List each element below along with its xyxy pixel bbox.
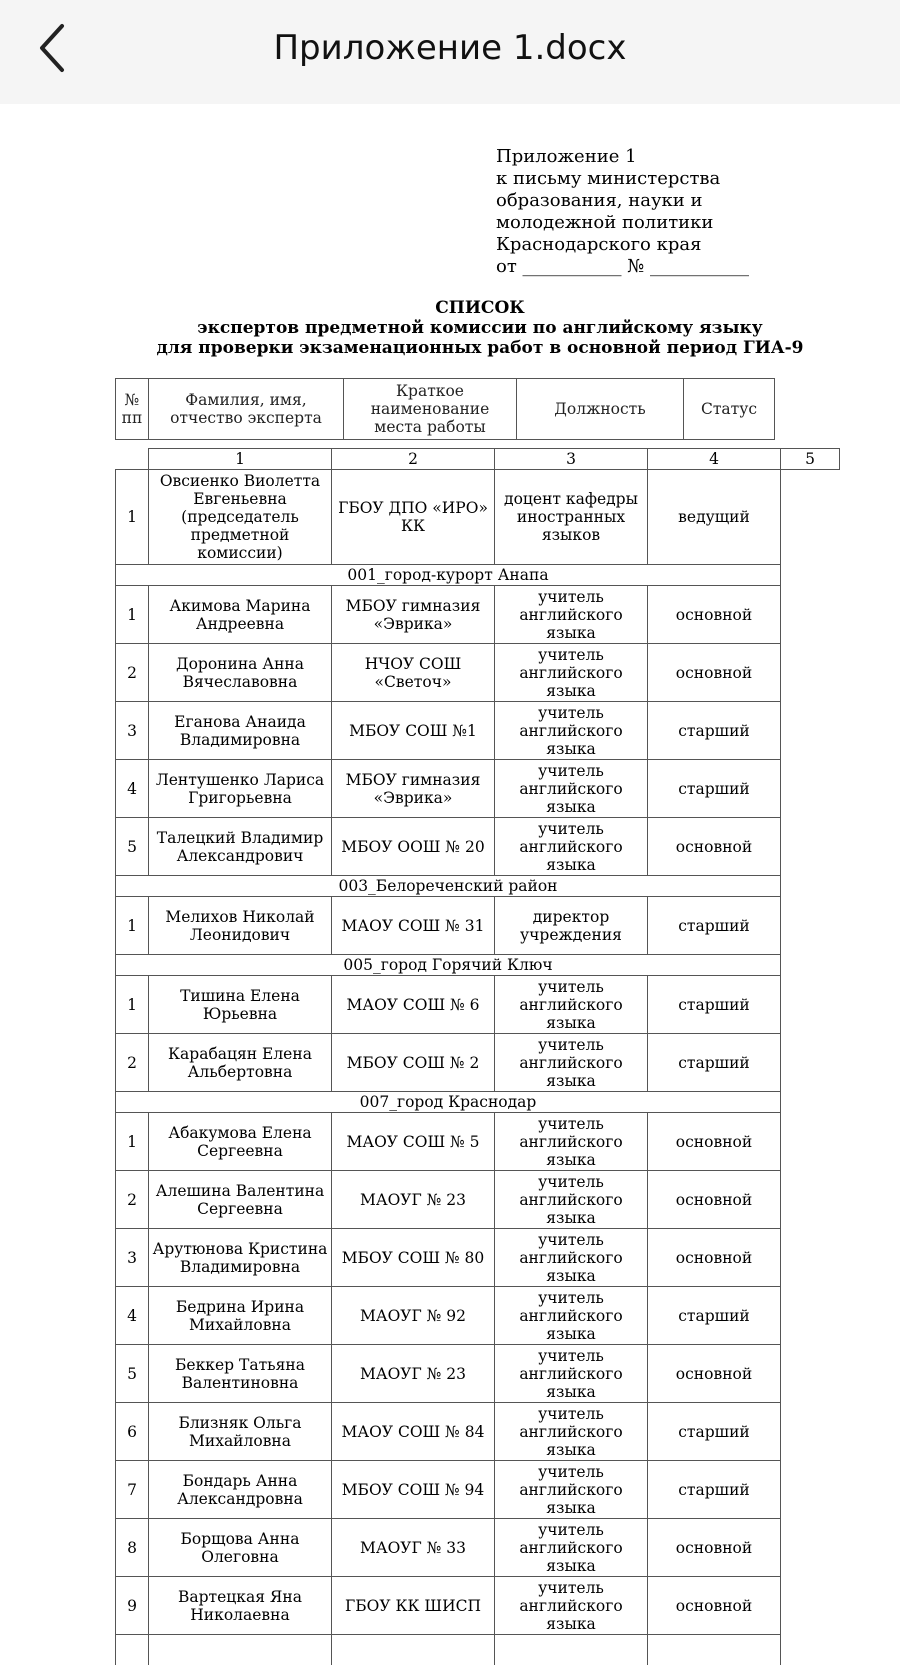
workplace: МБОУ СОШ № 94 xyxy=(332,1461,495,1519)
position: учитель английского языка xyxy=(495,1034,648,1092)
position: учитель английского языка xyxy=(495,1403,648,1461)
status: основной xyxy=(648,1113,781,1171)
table-row xyxy=(116,1034,840,1092)
header-line: от ___________ № ___________ xyxy=(496,256,796,278)
status: основной xyxy=(648,644,781,702)
expert-name: Акимова Марина Андреевна xyxy=(149,586,332,644)
workplace: МАОУ СОШ № 84 xyxy=(332,1403,495,1461)
status: основной xyxy=(648,1345,781,1403)
row-number: 4 xyxy=(116,760,149,818)
letter-reference-block xyxy=(496,146,796,278)
row-number: 3 xyxy=(116,1229,149,1287)
spacer-cell xyxy=(116,449,149,470)
row-number: 9 xyxy=(116,1577,149,1635)
table-row xyxy=(116,1345,840,1403)
district-section-row xyxy=(116,1092,840,1113)
expert-name: Бедрина Ирина Михайловна xyxy=(149,1287,332,1345)
workplace: МБОУ ООШ № 20 xyxy=(332,818,495,876)
table-row xyxy=(116,760,840,818)
table-row xyxy=(116,586,840,644)
status: старший xyxy=(648,760,781,818)
row-number: 4 xyxy=(116,1287,149,1345)
table-header xyxy=(115,378,775,440)
table-row xyxy=(116,897,840,955)
empty-cell xyxy=(116,1635,149,1665)
header-line: молодежной политики xyxy=(496,212,796,234)
district-title: 001_город-курорт Анапа xyxy=(116,565,781,586)
column-numbers-row xyxy=(116,449,840,470)
status: старший xyxy=(648,976,781,1034)
table-row xyxy=(116,1229,840,1287)
workplace: НЧОУ СОШ «Светоч» xyxy=(332,644,495,702)
workplace: ГБОУ КК ШИСП xyxy=(332,1577,495,1635)
table-row xyxy=(116,976,840,1034)
table-row xyxy=(116,644,840,702)
expert-name: Близняк Ольга Михайловна xyxy=(149,1403,332,1461)
workplace: МАОУ СОШ № 6 xyxy=(332,976,495,1034)
table-row xyxy=(116,818,840,876)
row-number: 7 xyxy=(116,1461,149,1519)
status: ведущий xyxy=(648,470,781,565)
workplace: МБОУ СОШ № 80 xyxy=(332,1229,495,1287)
document-title: Приложение 1.docx xyxy=(0,22,900,74)
column-number: 4 xyxy=(648,449,781,470)
row-number: 1 xyxy=(116,1113,149,1171)
expert-name: Алешина Валентина Сергеевна xyxy=(149,1171,332,1229)
header-line: Краснодарского края xyxy=(496,234,796,256)
position: учитель английского языка xyxy=(495,1461,648,1519)
row-number: 1 xyxy=(116,976,149,1034)
header-line: к письму министерства xyxy=(496,168,796,190)
status: основной xyxy=(648,1229,781,1287)
expert-name: Еганова Анаида Владимировна xyxy=(149,702,332,760)
row-number: 2 xyxy=(116,644,149,702)
district-section-row xyxy=(116,565,840,586)
expert-name: Бондарь Анна Александровна xyxy=(149,1461,332,1519)
expert-name: Вартецкая Яна Николаевна xyxy=(149,1577,332,1635)
position: учитель английского языка xyxy=(495,644,648,702)
empty-cell xyxy=(648,1635,781,1665)
header-line: Приложение 1 xyxy=(496,146,796,168)
row-number: 1 xyxy=(116,586,149,644)
status: основной xyxy=(648,1519,781,1577)
expert-name: Беккер Татьяна Валентиновна xyxy=(149,1345,332,1403)
row-number: 6 xyxy=(116,1403,149,1461)
header-position: Должность xyxy=(517,379,684,440)
position: учитель английского языка xyxy=(495,1519,648,1577)
empty-cell xyxy=(149,1635,332,1665)
list-title-subtitle: для проверки экзаменационных работ в основной период ГИА-9 xyxy=(100,338,860,358)
table-row xyxy=(116,1113,840,1171)
table-row xyxy=(116,1461,840,1519)
status: основной xyxy=(648,1577,781,1635)
status: старший xyxy=(648,1287,781,1345)
position: учитель английского языка xyxy=(495,1113,648,1171)
district-title: 003_Белореченский район xyxy=(116,876,781,897)
table-row xyxy=(116,702,840,760)
expert-name: Лентушенко Лариса Григорьевна xyxy=(149,760,332,818)
table-row xyxy=(116,1635,840,1665)
workplace: МАОУГ № 23 xyxy=(332,1345,495,1403)
list-title xyxy=(100,298,860,358)
district-title: 007_город Краснодар xyxy=(116,1092,781,1113)
position: учитель английского языка xyxy=(495,1345,648,1403)
table-row xyxy=(116,1287,840,1345)
list-title-heading: СПИСОК xyxy=(100,298,860,318)
position: учитель английского языка xyxy=(495,818,648,876)
expert-name: Борщова Анна Олеговна xyxy=(149,1519,332,1577)
position: учитель английского языка xyxy=(495,1577,648,1635)
header-status: Статус xyxy=(684,379,775,440)
header-line: образования, науки и xyxy=(496,190,796,212)
header-work: Краткое наименование места работы xyxy=(344,379,517,440)
position: учитель английского языка xyxy=(495,760,648,818)
status: основной xyxy=(648,586,781,644)
position: учитель английского языка xyxy=(495,1287,648,1345)
workplace: МБОУ гимназия «Эврика» xyxy=(332,586,495,644)
row-number: 8 xyxy=(116,1519,149,1577)
table-row xyxy=(116,1519,840,1577)
expert-name: Арутюнова Кристина Владимировна xyxy=(149,1229,332,1287)
workplace: МАОУГ № 23 xyxy=(332,1171,495,1229)
position: директор учреждения xyxy=(495,897,648,955)
table-row xyxy=(116,1403,840,1461)
table-row xyxy=(116,1577,840,1635)
row-number: 2 xyxy=(116,1171,149,1229)
app-toolbar xyxy=(0,0,900,104)
expert-name: Карабацян Елена Альбертовна xyxy=(149,1034,332,1092)
row-number: 3 xyxy=(116,702,149,760)
workplace: МАОУ СОШ № 31 xyxy=(332,897,495,955)
table-row xyxy=(116,1171,840,1229)
workplace: МБОУ СОШ №1 xyxy=(332,702,495,760)
header-num: № пп xyxy=(116,379,149,440)
row-number: 1 xyxy=(116,470,149,565)
expert-name: Абакумова Елена Сергеевна xyxy=(149,1113,332,1171)
workplace: МАОУГ № 92 xyxy=(332,1287,495,1345)
status: старший xyxy=(648,1034,781,1092)
row-number: 5 xyxy=(116,818,149,876)
column-number: 1 xyxy=(149,449,332,470)
position: доцент кафедры иностранных языков xyxy=(495,470,648,565)
list-title-subtitle: экспертов предметной комиссии по английскому языку xyxy=(100,318,860,338)
status: старший xyxy=(648,897,781,955)
workplace: МБОУ гимназия «Эврика» xyxy=(332,760,495,818)
district-section-row xyxy=(116,876,840,897)
status: старший xyxy=(648,1403,781,1461)
position: учитель английского языка xyxy=(495,976,648,1034)
district-title: 005_город Горячий Ключ xyxy=(116,955,781,976)
empty-cell xyxy=(332,1635,495,1665)
column-number: 5 xyxy=(781,449,840,470)
position: учитель английского языка xyxy=(495,702,648,760)
column-number: 2 xyxy=(332,449,495,470)
position: учитель английского языка xyxy=(495,1229,648,1287)
column-number: 3 xyxy=(495,449,648,470)
chair-row xyxy=(116,470,840,565)
expert-name: Овсиенко Виолетта Евгеньевна (председатель предметной комиссии) xyxy=(149,470,332,565)
expert-name: Доронина Анна Вячеславовна xyxy=(149,644,332,702)
expert-name: Талецкий Владимир Александрович xyxy=(149,818,332,876)
status: основной xyxy=(648,818,781,876)
position: учитель английского языка xyxy=(495,586,648,644)
workplace: МАОУГ № 33 xyxy=(332,1519,495,1577)
status: старший xyxy=(648,702,781,760)
status: старший xyxy=(648,1461,781,1519)
district-section-row xyxy=(116,955,840,976)
row-number: 1 xyxy=(116,897,149,955)
empty-cell xyxy=(495,1635,648,1665)
status: основной xyxy=(648,1171,781,1229)
workplace: МБОУ СОШ № 2 xyxy=(332,1034,495,1092)
row-number: 2 xyxy=(116,1034,149,1092)
expert-name: Мелихов Николай Леонидович xyxy=(149,897,332,955)
position: учитель английского языка xyxy=(495,1171,648,1229)
row-number: 5 xyxy=(116,1345,149,1403)
header-name: Фамилия, имя, отчество эксперта xyxy=(149,379,344,440)
expert-name: Тишина Елена Юрьевна xyxy=(149,976,332,1034)
workplace: ГБОУ ДПО «ИРО» КК xyxy=(332,470,495,565)
experts-table xyxy=(115,448,840,1665)
workplace: МАОУ СОШ № 5 xyxy=(332,1113,495,1171)
